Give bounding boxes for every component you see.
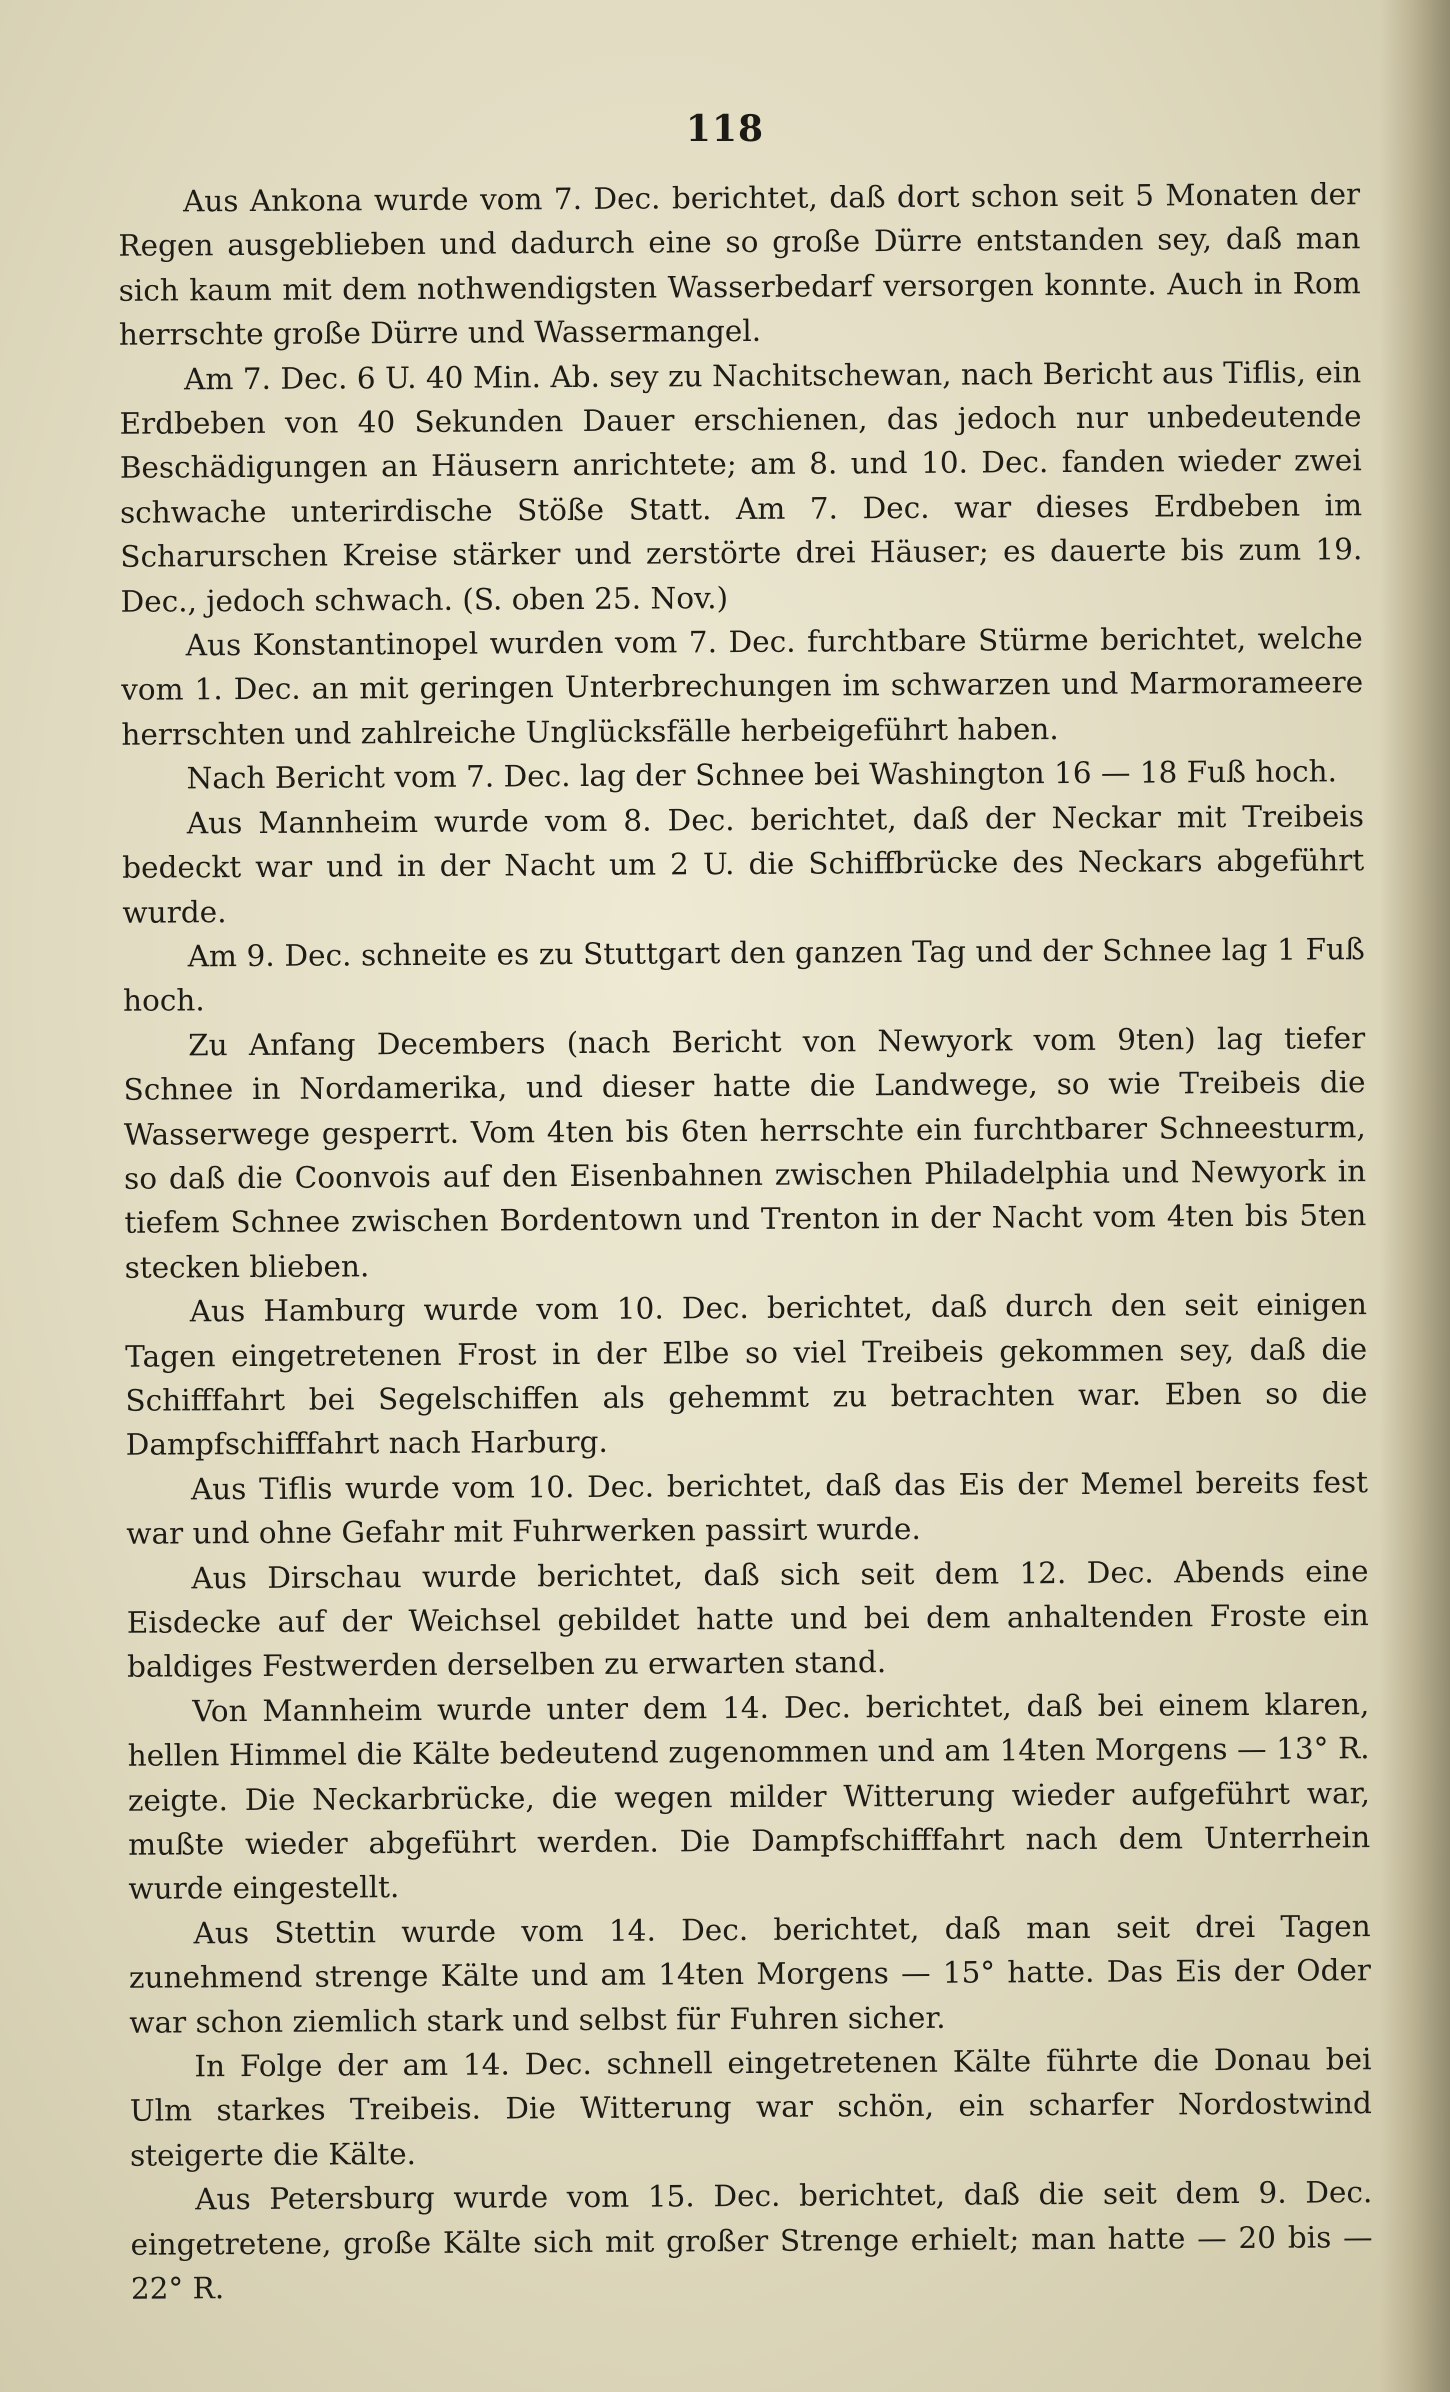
paragraph-ankona: Aus Ankona wurde vom 7. Dec. berichtet, daß dort schon seit 5 Monaten der Regen ausgeblieben und dadurch eine so große Dürre entstanden sey, daß man sich kaum mit dem nothwendigsten Wasserbedarf versorgen konnte. Auch in Rom herrschte große Dürre und Wassermangel. [118, 177, 1361, 353]
paragraph-hamburg: Aus Hamburg wurde vom 10. Dec. berichtet, daß durch den seit einigen Tagen eingetretenen Frost in der Elbe so viel Treibeis gekommen sey, daß die Schifffahrt bei Segelschiffen als gehemmt zu betrachten war. Eben so die Dampfschifffahrt nach Harburg. [125, 1287, 1368, 1463]
paragraph-mannheim-8-dec: Aus Mannheim wurde vom 8. Dec. berichtet, daß der Neckar mit Treibeis bedeckt war und in der Nacht um 2 U. die Schiffbrücke des Neckars abgeführt wurde. [122, 798, 1365, 930]
paragraph-petersburg: Aus Petersburg wurde vom 15. Dec. berichtet, daß die seit dem 9. Dec. eingetretene, große Kälte sich mit großer Strenge erhielt; man hatte — 20 bis — 22° R. [130, 2175, 1373, 2306]
paragraph-mannheim-14-dec: Von Mannheim wurde unter dem 14. Dec. berichtet, daß bei einem klaren, hellen Himmel die Kälte bedeutend zugenommen und am 14ten Morgens — 13° R. zeigte. Die Neckarbrücke, die wegen milder Witterung wieder aufgeführt war, mußte wieder abgeführt werden. Die Dampfschifffahrt nach dem Unterrhein wurde eingestellt. [127, 1686, 1371, 1907]
paragraph-dirschau: Aus Dirschau wurde berichtet, daß sich seit dem 12. Dec. Abends eine Eisdecke auf der Weichsel gebildet hatte und bei dem anhaltenden Froste ein baldiges Festwerden derselben zu erwarten stand. [126, 1553, 1369, 1685]
paragraph-stuttgart: Am 9. Dec. schneite es zu Stuttgart den ganzen Tag und der Schnee lag 1 Fuß hoch. [122, 932, 1365, 1019]
page-number: 118 [685, 108, 765, 150]
paragraph-konstantinopel: Aus Konstantinopel wurden vom 7. Dec. furchtbare Stürme berichtet, welche vom 1. Dec. an mit geringen Unterbrechungen im schwarzen und Marmorameere herrschten und zahlreiche Unglücksfälle herbeigeführt haben. [121, 621, 1364, 752]
paragraph-tiflis-memel: Aus Tiflis wurde vom 10. Dec. berichtet, daß das Eis der Memel bereits fest war und ohne Gefahr mit Fuhrwerken passirt wurde. [126, 1464, 1369, 1551]
page-gutter-shadow [1380, 0, 1450, 2392]
page-text-body [118, 172, 1373, 2350]
paragraph-nordamerika: Zu Anfang Decembers (nach Bericht von Newyork vom 9ten) lag tiefer Schnee in Nordamerika, und dieser hatte die Landwege, so wie Treibeis die Wasserwege gesperrt. Vom 4ten bis 6ten herrschte ein furchtbarer Schneesturm, so daß die Coonvois auf den Eisenbahnen zwischen Philadelphia und Newyork in tiefem Schnee zwischen Bordentown und Trenton in der Nacht vom 4ten bis 5ten stecken blieben. [123, 1020, 1367, 1285]
paragraph-washington: Nach Bericht vom 7. Dec. lag der Schnee bei Washington 16 — 18 Fuß hoch. [186, 754, 1338, 796]
paragraph-ulm: In Folge der am 14. Dec. schnell eingetretenen Kälte führte die Donau bei Ulm starkes Treibeis. Die Witterung war schön, ein scharfer Nordostwind steigerte die Kälte. [129, 2042, 1372, 2173]
paragraph-nachitschewan: Am 7. Dec. 6 U. 40 Min. Ab. sey zu Nachitschewan, nach Bericht aus Tiflis, ein Erdbeben von 40 Sekunden Dauer erschienen, das jedoch nur unbedeutende Beschädigungen an Häusern anrichtete; am 8. und 10. Dec. fanden wieder zwei schwache unterirdische Stöße Statt. Am 7. Dec. war dieses Erdbeben im Scharurschen Kreise stärker und zerstörte drei Häuser; es dauerte bis zum 19. Dec., jedoch schwach. (S. oben 25. Nov.) [119, 354, 1363, 619]
paragraph-stettin: Aus Stettin wurde vom 14. Dec. berichtet, daß man seit drei Tagen zunehmend strenge Kälte und am 14ten Morgens — 15° hatte. Das Eis der Oder war schon ziemlich stark und selbst für Fuhren sicher. [128, 1909, 1372, 2040]
